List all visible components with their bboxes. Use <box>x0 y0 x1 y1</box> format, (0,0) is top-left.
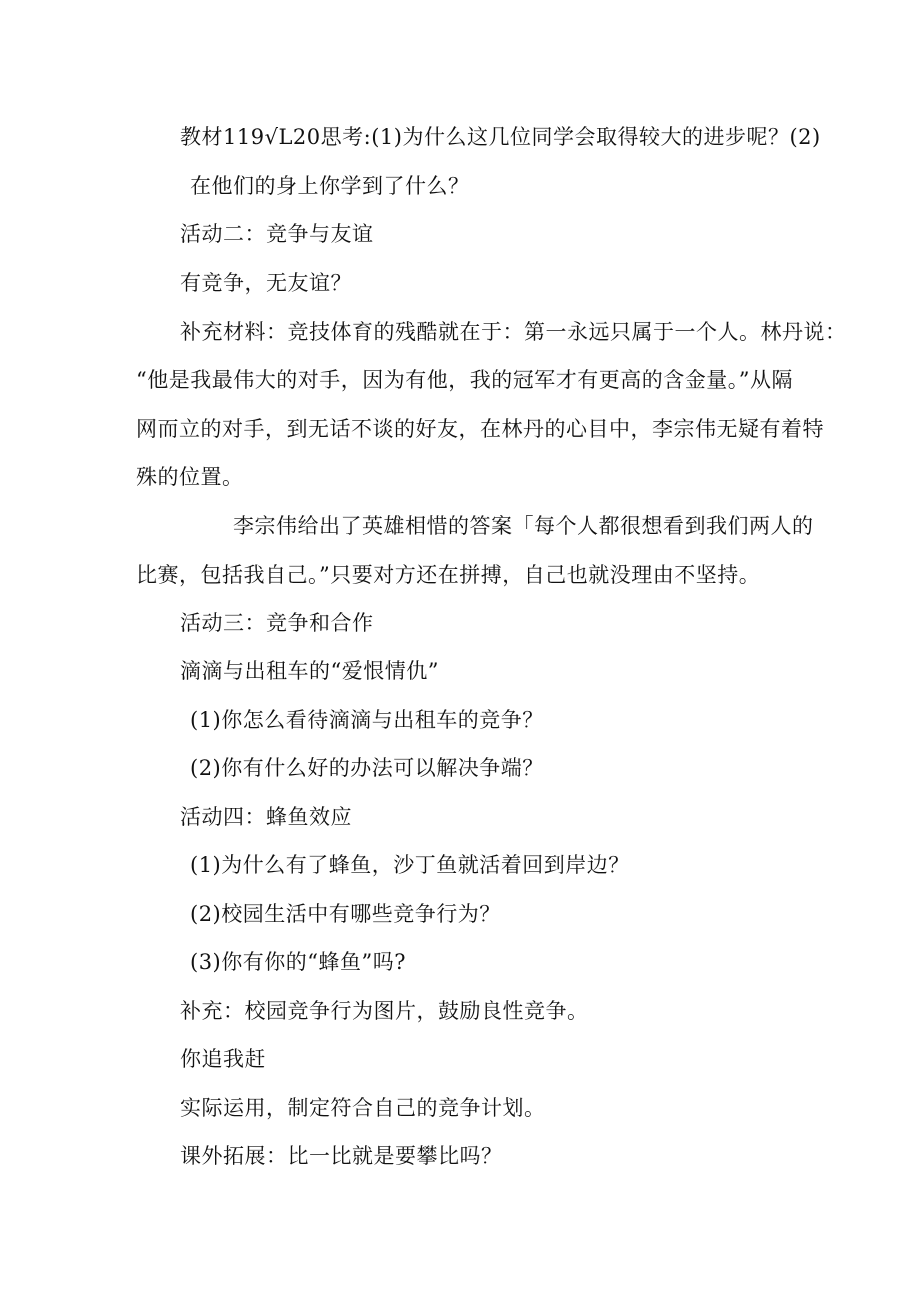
text-line-19: 补充：校园竞争行为图片，鼓励良性竞争。 <box>180 999 589 1023</box>
text-line-12: 滴滴与出租车的“爱恨情仇” <box>180 659 439 683</box>
text-line-7: 网而立的对手，到无话不谈的好友，在林丹的心目中，李宗伟无疑有着特 <box>136 417 824 441</box>
text-line-1: 教材119√L20思考:(1)为什么这几位同学会取得较大的进步呢？(2) <box>180 125 821 149</box>
question-line-1: (1)你怎么看待滴滴与出租车的竞争？ <box>190 708 544 732</box>
text-line-4: 有竞争，无友谊？ <box>180 271 352 295</box>
text-line-6: “他是我最伟大的对手，因为有他，我的冠军才有更高的含金量。”从隔 <box>136 368 793 392</box>
question-line-2: (2)你有什么好的办法可以解决争端？ <box>190 756 544 780</box>
text-line-2: 在他们的身上你学到了什么？ <box>190 174 470 198</box>
text-line-22: 课外拓展：比一比就是要攀比吗？ <box>180 1144 503 1168</box>
question-line-5: (3)你有你的“蜂鱼”吗? <box>190 950 406 974</box>
question-line-4: (2)校园生活中有哪些竞争行为？ <box>190 902 501 926</box>
text-line-9: 李宗伟给出了英雄相惜的答案「每个人都很想看到我们两人的 <box>233 514 814 538</box>
question-line-3: (1)为什么有了蜂鱼，沙丁鱼就活着回到岸边？ <box>190 853 630 877</box>
text-line-20: 你追我赶 <box>180 1047 266 1071</box>
section-heading-activity-3: 活动三：竞争和合作 <box>180 611 374 635</box>
text-line-5: 补充材料：竞技体育的残酷就在于：第一永远只属于一个人。林丹说： <box>180 320 847 344</box>
text-line-21: 实际运用，制定符合自己的竞争计划。 <box>180 1096 546 1120</box>
text-line-10: 比赛，包括我自己。”只要对方还在拼搏，自己也就没理由不坚持。 <box>136 563 761 587</box>
text-line-8: 殊的位置。 <box>136 465 244 489</box>
section-heading-activity-2: 活动二：竞争与友谊 <box>180 222 374 246</box>
section-heading-activity-4: 活动四：蜂鱼效应 <box>180 805 352 829</box>
